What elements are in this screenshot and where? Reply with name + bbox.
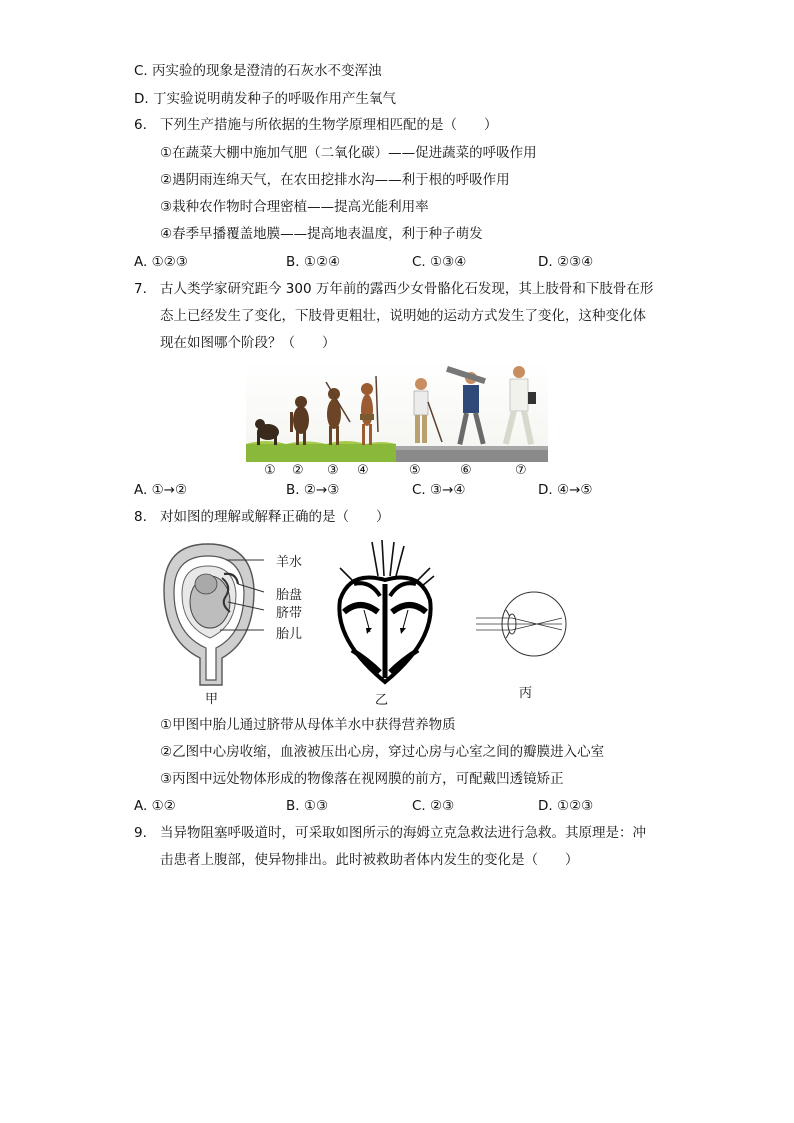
q6-option-a: A. ①②③ bbox=[134, 254, 188, 270]
q9-number: 9. bbox=[134, 825, 147, 841]
q7-stem-line-2: 态上已经发生了变化，下肢骨更粗壮，说明她的运动方式发生了变化，这种变化体 bbox=[160, 308, 646, 324]
caption-yi: 乙 bbox=[375, 693, 389, 708]
q6-item-3: ③栽种农作物时合理密植——提高光能利用率 bbox=[160, 199, 429, 215]
stage-label-4: ④ bbox=[357, 463, 369, 478]
q7-option-c: C. ③→④ bbox=[412, 482, 466, 498]
q7-stem-line-3: 现在如图哪个阶段？（ ） bbox=[160, 335, 336, 351]
q8-option-a: A. ①② bbox=[134, 798, 176, 814]
q6-item-1: ①在蔬菜大棚中施加气肥（二氧化碳）——促进蔬菜的呼吸作用 bbox=[160, 145, 537, 161]
q8-number: 8. bbox=[134, 509, 147, 525]
human-evolution-figure bbox=[246, 362, 548, 462]
q9-stem-line-1: 当异物阻塞呼吸道时，可采取如图所示的海姆立克急救法进行急救。其原理是：冲 bbox=[160, 825, 646, 841]
q8-item-3: ③丙图中远处物体形成的物像落在视网膜的前方，可配戴凹透镜矫正 bbox=[160, 771, 564, 787]
q6-item-2: ②遇阴雨连绵天气，在农田挖排水沟——利于根的呼吸作用 bbox=[160, 172, 510, 188]
heart-figure bbox=[330, 540, 440, 690]
q6-item-4: ④春季早播覆盖地膜——提高地表温度，利于种子萌发 bbox=[160, 226, 483, 242]
label-placenta: 胎盘 bbox=[276, 588, 303, 603]
q6-stem: 下列生产措施与所依据的生物学原理相匹配的是（ ） bbox=[160, 117, 498, 133]
q8-item-1: ①甲图中胎儿通过脐带从母体羊水中获得营养物质 bbox=[160, 717, 456, 733]
caption-jia: 甲 bbox=[205, 692, 219, 707]
eye-figure bbox=[476, 580, 576, 670]
caption-bing: 丙 bbox=[519, 686, 533, 701]
stage-label-1: ① bbox=[264, 463, 276, 478]
stage-label-3: ③ bbox=[327, 463, 339, 478]
stage-label-5: ⑤ bbox=[409, 463, 421, 478]
q5-option-d: D. 丁实验说明萌发种子的呼吸作用产生氧气 bbox=[134, 91, 396, 107]
q8-item-2: ②乙图中心房收缩，血液被压出心房，穿过心房与心室之间的瓣膜进入心室 bbox=[160, 744, 605, 760]
q7-option-b: B. ②→③ bbox=[286, 482, 340, 498]
q8-option-b: B. ①③ bbox=[286, 798, 329, 814]
q8-option-d: D. ①②③ bbox=[538, 798, 594, 814]
q8-option-c: C. ②③ bbox=[412, 798, 455, 814]
stage-label-7: ⑦ bbox=[515, 463, 527, 478]
q6-number: 6. bbox=[134, 117, 147, 133]
q6-option-d: D. ②③④ bbox=[538, 254, 594, 270]
q7-option-a: A. ①→② bbox=[134, 482, 188, 498]
q8-stem: 对如图的理解或解释正确的是（ ） bbox=[160, 509, 390, 525]
q6-option-b: B. ①②④ bbox=[286, 254, 341, 270]
q6-option-c: C. ①③④ bbox=[412, 254, 467, 270]
stage-label-6: ⑥ bbox=[460, 463, 472, 478]
q9-stem-line-2: 击患者上腹部，使异物排出。此时被救助者体内发生的变化是（ ） bbox=[160, 852, 579, 868]
q7-stem-line-1: 古人类学家研究距今 300 万年前的露西少女骨骼化石发现，其上肢骨和下肢骨在形 bbox=[160, 281, 654, 297]
stage-label-2: ② bbox=[292, 463, 304, 478]
q7-number: 7. bbox=[134, 281, 147, 297]
label-umbilical-cord: 脐带 bbox=[276, 606, 303, 621]
label-fetus: 胎儿 bbox=[276, 627, 303, 642]
label-amniotic-fluid: 羊水 bbox=[276, 555, 303, 570]
q5-option-c: C. 丙实验的现象是澄清的石灰水不变浑浊 bbox=[134, 63, 382, 79]
q7-option-d: D. ④→⑤ bbox=[538, 482, 593, 498]
